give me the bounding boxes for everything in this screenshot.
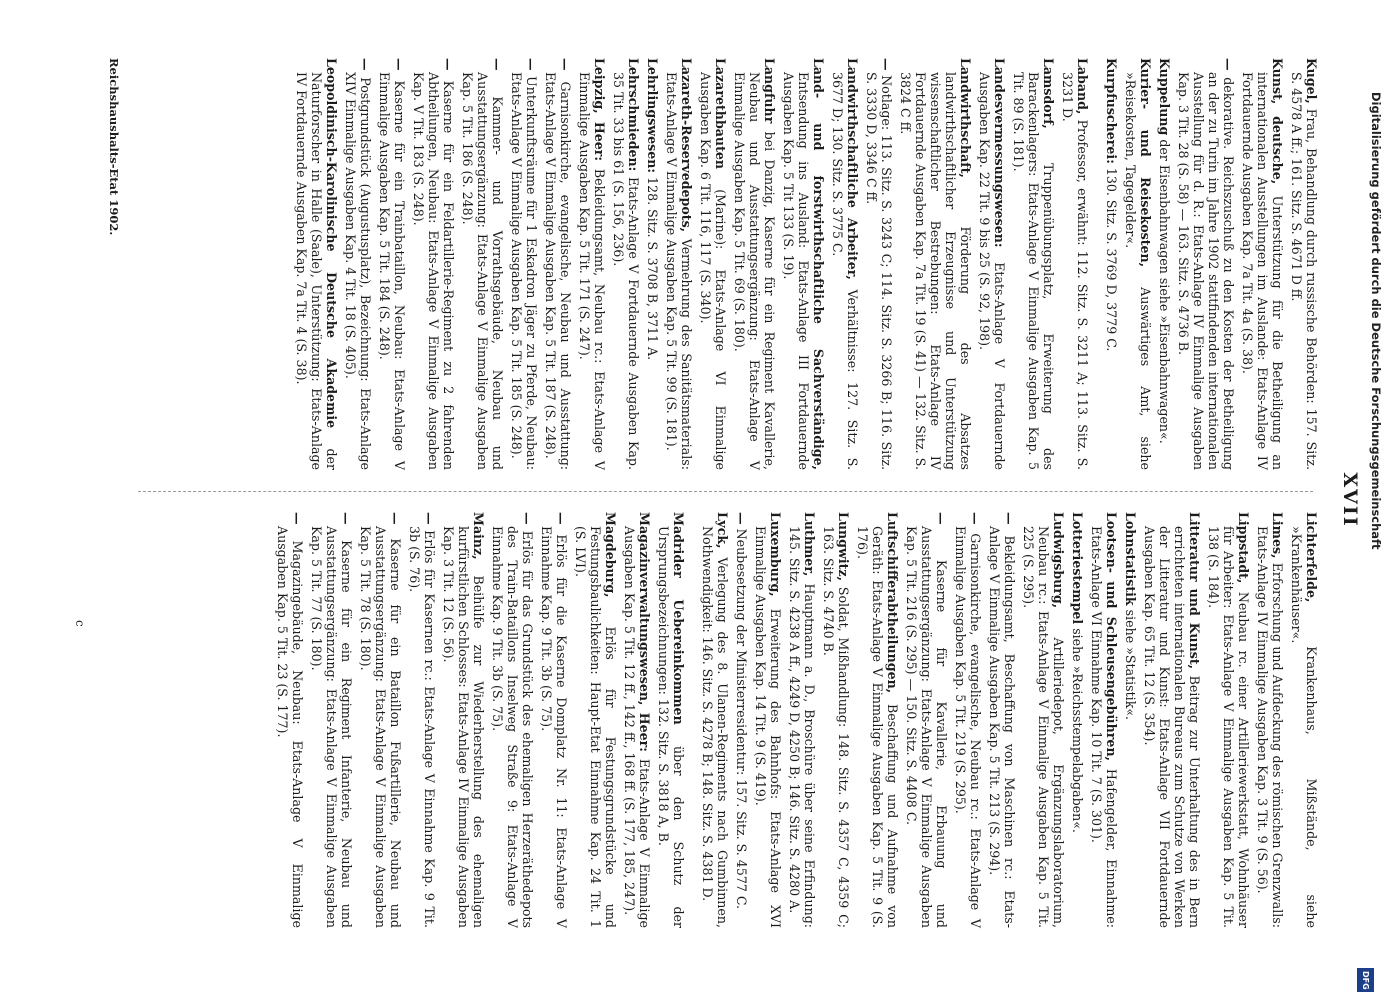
index-entry <box>377 58 407 470</box>
index-entry <box>577 58 607 470</box>
index-entry-heading: — <box>339 512 354 525</box>
index-entry <box>698 58 728 470</box>
index-entry-text: Erlös für Kasernen rc.: Etats-Anlage V Einnahme Kap. 9 Tit. 3b (S. 76). <box>407 524 437 928</box>
index-entry-text: Professor, erwähnt: 112. Sitz. S. 3211 A; 113. Sitz. S. 3231 D. <box>1060 72 1090 470</box>
index-entry-heading: — <box>879 58 894 71</box>
index-entry-heading: — <box>968 512 983 525</box>
index-entry-heading: — <box>934 512 949 525</box>
index-entry-text: Kaserne für ein Regiment Infanterie, Neubau und Ausstattungsergänzung: Etats-Anlage V Einmalige Ausgaben Kap. 5 Tit. 77 (S. 180). <box>309 524 354 928</box>
index-entry-text: Neubesetzung der Ministerresidentur: 157. Sitz. S. 4577 C. <box>734 524 749 910</box>
index-entry-text: Magazingebäude, Neubau: Etats-Anlage V Einmalige Ausgaben Kap. 5 Tit. 23 (S. 177). <box>275 524 305 928</box>
index-entry-text: Verhältnisse: 127. Sitz. S. 3677 D; 130. Sitz. S. 3775 C. <box>830 72 860 470</box>
index-entry-heading: — <box>290 512 305 525</box>
index-entry <box>830 58 860 470</box>
index-entry <box>787 512 817 928</box>
index-entry-text: der Eisenbahnwagen siehe »Eisenbahnwagen«. <box>1157 135 1172 444</box>
index-entry-text: Kaserne für ein Trainbataillon, Neubau: Etats-Anlage V Einmalige Ausgaben Kap. 5 Tit. 184 (S. 248). <box>377 70 407 470</box>
index-entry-text: Garnisonkirche, evangelische, Neubau rc.: Etats-Anlage V Einmalige Ausgaben Kap. 5 Tit. 219 (S. 295). <box>953 524 983 928</box>
index-entry-heading: Leipzig, Heer: <box>592 58 607 162</box>
index-entry <box>411 58 456 470</box>
index-entry-heading: Leopoldinisch-Karolinische Deutsche Akademie <box>324 58 339 429</box>
index-entry <box>1070 512 1085 928</box>
index-entry-heading: Magazinverwaltungswesen, Heer: <box>637 512 652 752</box>
index-entry-text: Etats-Anlage V Fortdauernde Ausgaben Kap. 22 Tit. 9 bis 25 (S. 92, 198). <box>977 72 1007 470</box>
index-entry-text: Beschaffung und Aufnahme von Geräth: Etats-Anlage V Einmalige Ausgaben Kap. 5 Tit. 9 (S. 176). <box>855 526 900 928</box>
index-entry <box>294 58 339 470</box>
index-entry-heading: Landwirthschaft, <box>958 58 973 178</box>
index-entry-text: Vermehrung des Sanitätsmaterials: Etats-Anlage V Einmalige Ausgaben Kap. 5 Tit. 99 (S. 181). <box>664 72 694 470</box>
index-entry-text: Garnisonkirche, evangelische, Neubau und Ausstattung: Etats-Anlage V Einmalige Ausgaben Kap. 5 Tit. 187 (S. 248). <box>543 70 573 470</box>
index-entry-text: 130. Sitz. S. 3769 D, 3779 C. <box>1104 163 1119 352</box>
index-entry <box>309 512 354 928</box>
index-entry <box>343 58 373 470</box>
index-entry-heading: Lehrschmieden: <box>626 58 641 172</box>
index-entry-heading: Luftschifferabtheilungen, <box>885 512 900 694</box>
footer-left: Reichshaushalts-Etat 1902. <box>107 58 121 236</box>
index-entry-text: siehe »Reichsstempelabgaben«. <box>1070 624 1085 833</box>
index-entry-text: Etats-Anlage V Einmalige Ausgaben Kap. 5 Tit. 12 ff., 142 ff., 168 ff. (S. 177, 185, 247). <box>622 526 652 928</box>
index-entry-text: Krankenhaus, Mißstände, siehe »Krankenhäuser«. <box>1289 526 1319 928</box>
index-entry-text: siehe »Statistik«. <box>1123 605 1138 721</box>
index-entry-heading: Lazarethbauten <box>713 58 728 170</box>
index-column-right <box>271 512 1319 928</box>
index-entry-heading: Luxemburg, <box>768 512 783 597</box>
index-entry-heading: — <box>554 512 569 525</box>
index-entry-text: Förderung des Absatzes landwirthschaftlicher Erzeugnisse und Unterstützung wissenschaftlicher Bestrebungen: Etats-Anlage IV Fortdauernde Ausgaben Kap. 7a Tit. 19 (S. 41) — 132. Sitz. S. 3824 C ff. <box>898 72 973 470</box>
index-entry <box>1060 58 1090 470</box>
index-entry-heading: Kunst, deutsche, <box>1270 58 1285 185</box>
index-entry <box>821 512 851 928</box>
index-entry <box>656 512 686 928</box>
index-entry <box>664 58 694 470</box>
index-entry-text: Bekleidungsamt, Neubau rc.: Etats-Anlage V Einmalige Ausgaben Kap. 5 Tit. 171 (S. 247). <box>577 72 607 470</box>
index-entry <box>1089 512 1119 928</box>
column-divider <box>138 491 1313 492</box>
index-entry <box>573 512 618 928</box>
index-entry <box>781 58 826 470</box>
index-entry-heading: Lohnstatistik <box>1123 512 1138 606</box>
index-entry-heading: Laband, <box>1075 58 1090 115</box>
index-entry <box>1255 512 1285 928</box>
index-entry <box>700 512 730 928</box>
index-entry-heading: Lotteriestempel <box>1070 512 1085 625</box>
index-entry-heading: Lehrlingswesen: <box>645 58 660 174</box>
index-entry-text: Kaserne für Kavallerie, Erbauung und Ausstattungsergänzung: Etats-Anlage V Einmalige Ausgaben Kap. 5 Tit. 216 (S. 295) — 150. Sitz. S. 4408 C. <box>904 524 949 928</box>
index-entry <box>855 512 900 928</box>
index-entry-heading: Kurier- und Reisekosten, <box>1138 58 1153 268</box>
index-entry-text: Erforschung und Aufdeckung des römischen Grenzwalls: Etats-Anlage IV Einmalige Ausgaben Kap. 3 Tit. 9 (S. 56). <box>1255 526 1285 928</box>
index-entry <box>460 58 505 470</box>
index-entry-text: Erlös für die Kaserne Domplatz Nr. 11: Etats-Anlage V Einnahme Kap. 9 Tit. 3b (S. 75). <box>539 524 569 928</box>
index-entry-text: Beitrag zur Unterhaltung des in Bern errichteten internationalen Bureaus zum Schutze von Werken der Litteratur und Kunst: Etats-Anlage VII Fortdauernde Ausgaben Kap. 65 Tit. 12 (S. 354). <box>1142 526 1202 928</box>
index-entry <box>1289 512 1319 928</box>
index-entry <box>1123 512 1138 928</box>
index-entry-heading: — <box>358 58 373 71</box>
index-entry-heading: Lamsdorf, <box>1041 58 1056 129</box>
index-entry-text: Unterstützung für die Betheiligung an internationalen Ausstellungen im Auslande: Etats-Anlage IV Fortdauernde Ausgaben Kap. 7a Tit. 4a (S. 38). <box>1240 72 1285 470</box>
index-entry-text: Soldat, Mißhandlung: 148. Sitz. S. 4357 C, 4359 C; 163. Sitz. S. 4740 B. <box>821 526 851 928</box>
index-entry-text: über den Schutz der Ursprungsbezeichnungen: 132. Sitz. S. 3818 A, B. <box>656 526 686 929</box>
index-entry-text: der Naturforscher in Halle (Saale), Unterstützung: Etats-Anlage IV Fortdauernde Ausgaben Kap. 7a Tit. 4 (S. 38). <box>294 72 339 470</box>
index-entry <box>864 58 894 470</box>
index-entry-text: Hafengelder, Einnahme: Etats-Anlage VI Einnahme Kap. 10 Tit. 7 (S. 301). <box>1089 526 1119 928</box>
index-entry <box>539 512 569 928</box>
index-entry-text: Notlage: 113. Sitz. S. 3243 C; 114. Sitz. S. 3266 B; 116. Sitz. S. 3330 D, 3346 C ff. <box>864 70 894 470</box>
index-entry <box>1021 512 1066 928</box>
index-entry-heading: — <box>441 58 456 71</box>
page-number: XVII <box>1339 472 1361 528</box>
index-entry-text: Kammer- und Vorrathsgebäude, Neubau und Ausstattungsergänzung: Etats-Anlage V Einmalige Ausgaben Kap. 5 Tit. 186 (S. 248). <box>460 70 505 470</box>
index-entry-text: (Marine): Etats-Anlage VI Einmalige Ausgaben Kap. 6 Tit. 116, 117 (S. 340). <box>698 72 728 470</box>
index-entry-heading: Kurpfuscherei: <box>1104 58 1119 164</box>
index-entry-text: Erlös für das Grundstück des ehemaligen Herzeräthedepots des Train-Bataillons Inselweg Straße 9: Etats-Anlage V Einnahme Kap. 9 Tit. 3b (S. 75). <box>490 524 535 928</box>
dfg-logo: DFG <box>1357 968 1374 992</box>
index-entry-text: Kaserne für ein Bataillon Fußartillerie, Neubau und Ausstattungsergänzung: Etats-Anlage V Einmalige Ausgaben Kap. 5 Tit. 78 (S. 180). <box>358 524 403 928</box>
index-entry-heading: Landesvermessungswesen: <box>992 58 1007 248</box>
index-entry-heading: — <box>734 512 749 525</box>
index-entry-heading: Lungwitz, <box>836 512 851 581</box>
index-entry <box>490 512 535 928</box>
index-entry <box>358 512 403 928</box>
dfg-credit-text: Digitalisierung gefördert durch die Deutsche Forschungsgemeinschaft <box>1369 92 1383 550</box>
index-entry-heading: Lyck, <box>715 512 730 549</box>
index-entry-heading: Lichterfelde, <box>1304 512 1319 603</box>
index-entry-text: Hauptmann a. D., Broschüre über seine Erfindung: 145. Sitz. S. 4238 A ff., 4249 D, 4250 B; 146. Sitz. S. 4280 A. <box>787 526 817 928</box>
index-entry-heading: — <box>388 512 403 525</box>
index-entry <box>1206 512 1251 928</box>
index-entry-heading: — <box>520 512 535 525</box>
index-entry-heading: Madrider Uebereinkommen <box>671 512 686 725</box>
index-entry <box>645 58 660 470</box>
index-entry <box>543 58 573 470</box>
index-entry-heading: Magdeburg, <box>603 512 618 598</box>
index-entry-text: Erlös für Festungsgrundstücke und Festungsbaulichkeiten: Haupt-Etat Einnahme Kap. 24 Tit. 1 (S. LVI). <box>573 526 618 928</box>
index-entry-text: bei Danzig, Kaserne für ein Regiment Kavallerie, Neubau und Ausstattungsergänzung: Etats-Anlage V Einmalige Ausgaben Kap. 5 Tit. 69 (S. 180). <box>732 72 777 470</box>
index-entry <box>1104 58 1119 470</box>
index-entry-heading: Limes, <box>1270 512 1285 559</box>
index-entry-heading: — <box>1221 58 1236 71</box>
index-entry-heading: — <box>558 58 573 71</box>
index-entry <box>441 512 486 928</box>
index-entry <box>953 512 983 928</box>
index-column-left <box>290 58 1319 470</box>
index-entry <box>622 512 652 928</box>
index-entry-text: dekorative. Reichszuschuß zu den Kosten der Betheiligung an der zu Turin im Jahre 1902 stattfindenden internationalen Ausstellung für d. R.: Etats-Anlage IV Einmalige Ausgaben Kap. 3 Tit. 28 (S. 58) — 163. Sitz. S. 4736 B. <box>1176 70 1236 470</box>
index-entry <box>898 58 973 470</box>
index-entry <box>407 512 437 928</box>
index-entry-heading: — <box>490 58 505 71</box>
dfg-strip <box>1348 0 1383 1000</box>
signature-mark: c <box>73 620 87 627</box>
index-entry-heading: Ludwigsburg, <box>1051 512 1066 609</box>
index-entry-heading: — <box>1002 512 1017 525</box>
index-entry <box>1176 58 1236 470</box>
index-entry <box>1289 58 1319 470</box>
index-entry <box>1011 58 1056 470</box>
index-entry-heading: Lippstadt, <box>1236 512 1251 584</box>
index-entry-text: Kaserne für ein Feldartillerie-Regiment zu 2 fahrenden Abtheilungen, Neubau: Etats-Anlage V Einmalige Ausgaben Kap. V Tit. 183 (S. 248). <box>411 70 456 470</box>
index-entry <box>509 58 539 470</box>
index-entry-text: Neubau rc. einer Artilleriewerkstatt, Wohnhäuser für Arbeiter: Etats-Anlage V Einmalige Ausgaben Kap. 5 Tit. 138 (S. 184). <box>1206 526 1251 928</box>
index-entry-heading: — <box>422 512 437 525</box>
index-entry <box>1142 512 1202 928</box>
index-entry <box>1240 58 1285 470</box>
index-entry-heading: Lootsen- und Schleusengebühren, <box>1104 512 1119 761</box>
index-entry <box>977 58 1007 470</box>
index-entry-heading: Kugel, <box>1304 58 1319 104</box>
index-entry <box>987 512 1017 928</box>
index-entry-text: Unterkunftsräume für 1 Eskadron Jäger zu Pferde, Neubau: Etats-Anlage V Einmalige Ausgaben Kap. 5 Tit. 185 (S. 248). <box>509 70 539 470</box>
index-entry-text: Bekleidungsamt, Beschaffung von Maschinen rc.: Etats-Anlage V Einmalige Ausgaben Kap. 5 Tit. 213 (S. 294). <box>987 524 1017 928</box>
index-entry <box>611 58 641 470</box>
index-entry-heading: Lazareth-Reservedepots, <box>679 58 694 233</box>
index-entry-heading: — <box>524 58 539 71</box>
index-entry <box>732 58 777 470</box>
index-entry-text: Artilleriedepot, Ergänzungslaboratorium, Neubau rc.: Etats-Anlage V Einmalige Ausgaben Kap. 5 Tit. 225 (S. 295). <box>1021 526 1066 928</box>
index-entry-text: Erweiterung des Bahnhofs: Etats-Anlage XVI Einmalige Ausgaben Kap. 14 Tit. 9 (S. 419). <box>753 526 783 928</box>
index-entry <box>734 512 749 928</box>
index-entry-heading: Kuppelung <box>1157 58 1172 136</box>
index-entry <box>753 512 783 928</box>
index-entry-heading: Land- und forstwirthschaftliche Sachverständige, <box>811 58 826 470</box>
index-entry-text: Postgrundstück (Augustusplatz), Bezeichnung: Etats-Anlage XIV Einmalige Ausgaben Kap. 4 Tit. 18 (S. 405). <box>343 70 373 470</box>
index-entry-heading: Litteratur und Kunst, <box>1187 512 1202 670</box>
index-entry-text: Frau, Behandlung durch russische Behörden: 157. Sitz. S. 4578 A ff.; 161. Sitz. S. 4671 D ff. <box>1289 72 1319 470</box>
index-entry-text: Verlegung des 8. Ulanen-Regiments nach Gumbinnen, Nothwendigkeit: 146. Sitz. S. 4278 B; 148. Sitz. S. 4381 D. <box>700 526 730 928</box>
index-entry-heading: Langfuhr <box>762 58 777 124</box>
index-entry-text: Auswärtiges Amt, siehe »Reisekosten, Tagegelder«. <box>1123 72 1153 470</box>
index-entry-heading: — <box>392 58 407 71</box>
index-entry <box>904 512 949 928</box>
index-entry-text: 128. Sitz. S. 3708 B, 3711 A. <box>645 173 660 361</box>
index-entry <box>1157 58 1172 470</box>
index-entry <box>275 512 305 928</box>
index-entry-text: Etats-Anlage V Fortdauernde Ausgaben Kap. 35 Tit. 33 bis 61 (S. 156, 236). <box>611 72 641 470</box>
index-entry-heading: Mainz, <box>471 512 486 560</box>
index-entry-text: Beihülfe zur Wiederherstellung des ehemaligen kurfürstlichen Schlosses: Etats-Anlage IV Einmalige Ausgaben Kap. 3 Tit. 12 (S. 56). <box>441 526 486 928</box>
index-entry-text: Truppenübungsplatz, Erweiterung des Barackenlagers: Etats-Anlage V Einmalige Ausgaben Kap. 5 Tit. 89 (S. 181). <box>1011 72 1056 470</box>
index-entry-heading: Luthmer, <box>802 512 817 577</box>
index-entry <box>1123 58 1153 470</box>
index-entry-text: Entsendung ins Ausland: Etats-Anlage III Fortdauernde Ausgaben Kap. 5 Tit 133 (S. 19). <box>781 72 811 470</box>
index-entry-heading: Landwirthschaftliche Arbeiter, <box>845 58 860 280</box>
